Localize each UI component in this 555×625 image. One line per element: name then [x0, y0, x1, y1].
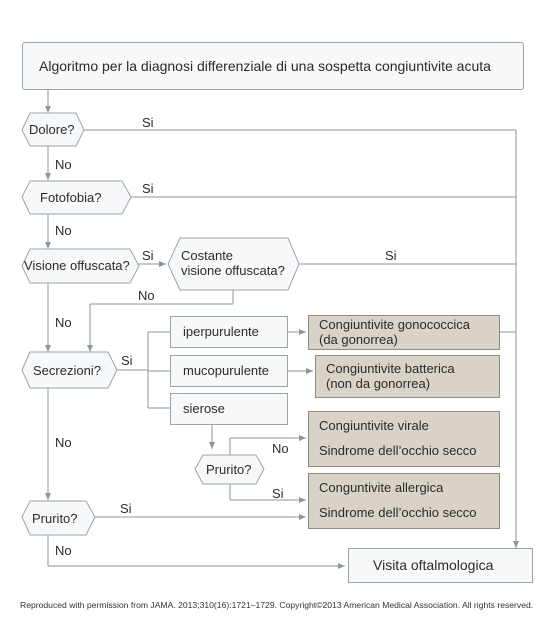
label-si: Si — [385, 248, 397, 263]
result-virale — [308, 411, 500, 467]
question-dolore: Dolore? — [29, 122, 75, 137]
result-virale-line1: Congiuntivite virale — [319, 418, 429, 434]
option-iperpurulente: iperpurulente — [170, 316, 288, 348]
label-no: No — [55, 543, 72, 558]
result-allergica-line1: Conguntivite allergica — [319, 480, 444, 496]
question-secrezioni: Secrezioni? — [33, 363, 101, 378]
result-allergica — [308, 473, 500, 529]
result-batterica-line2: (non da gonorrea) — [326, 375, 431, 391]
label-no: No — [55, 435, 72, 450]
label-si: Si — [142, 181, 154, 196]
result-virale-line2: Sindrome dell’occhio secco — [319, 443, 477, 459]
question-fotofobia: Fotofobia? — [40, 190, 102, 205]
question-visione: Visione offuscata? — [24, 258, 130, 273]
label-no: No — [272, 441, 289, 456]
label-si: Si — [142, 115, 154, 130]
label-no: No — [55, 223, 72, 238]
label-si: Si — [121, 353, 133, 368]
endpoint-visita-oftalmologica: Visita oftalmologica — [348, 548, 533, 583]
label-si: Si — [142, 248, 154, 263]
question-costante-line1: Costante — [181, 248, 234, 263]
result-batterica-line1: Congiuntivite batterica — [326, 360, 455, 376]
copyright-footer: Reproduced with permission from JAMA. 2013;310(16):1721–1729. Copyright©2013 American Medical Association. All rights reserved. — [20, 600, 534, 610]
result-batterica — [315, 355, 500, 398]
option-sierose: sierose — [170, 393, 288, 425]
label-si: Si — [120, 501, 132, 516]
result-gonococcica-line1: Congiuntivite gonococcica — [319, 316, 471, 332]
result-gonococcica-line2: (da gonorrea) — [319, 331, 398, 347]
question-costante-line2: visione offuscata? — [181, 263, 285, 278]
result-allergica-line2: Sindrome dell’occhio secco — [319, 505, 477, 521]
question-prurito: Prurito? — [32, 511, 78, 526]
diagram-title: Algoritmo per la diagnosi differenziale di una sospetta congiuntivite acuta — [22, 42, 524, 90]
label-si: Si — [272, 486, 284, 501]
result-gonococcica — [308, 315, 500, 350]
option-mucopurulente: mucopurulente — [170, 355, 288, 387]
label-no: No — [55, 157, 72, 172]
question-prurito-inner: Prurito? — [206, 462, 252, 477]
label-no: No — [55, 315, 72, 330]
label-no: No — [138, 288, 155, 303]
